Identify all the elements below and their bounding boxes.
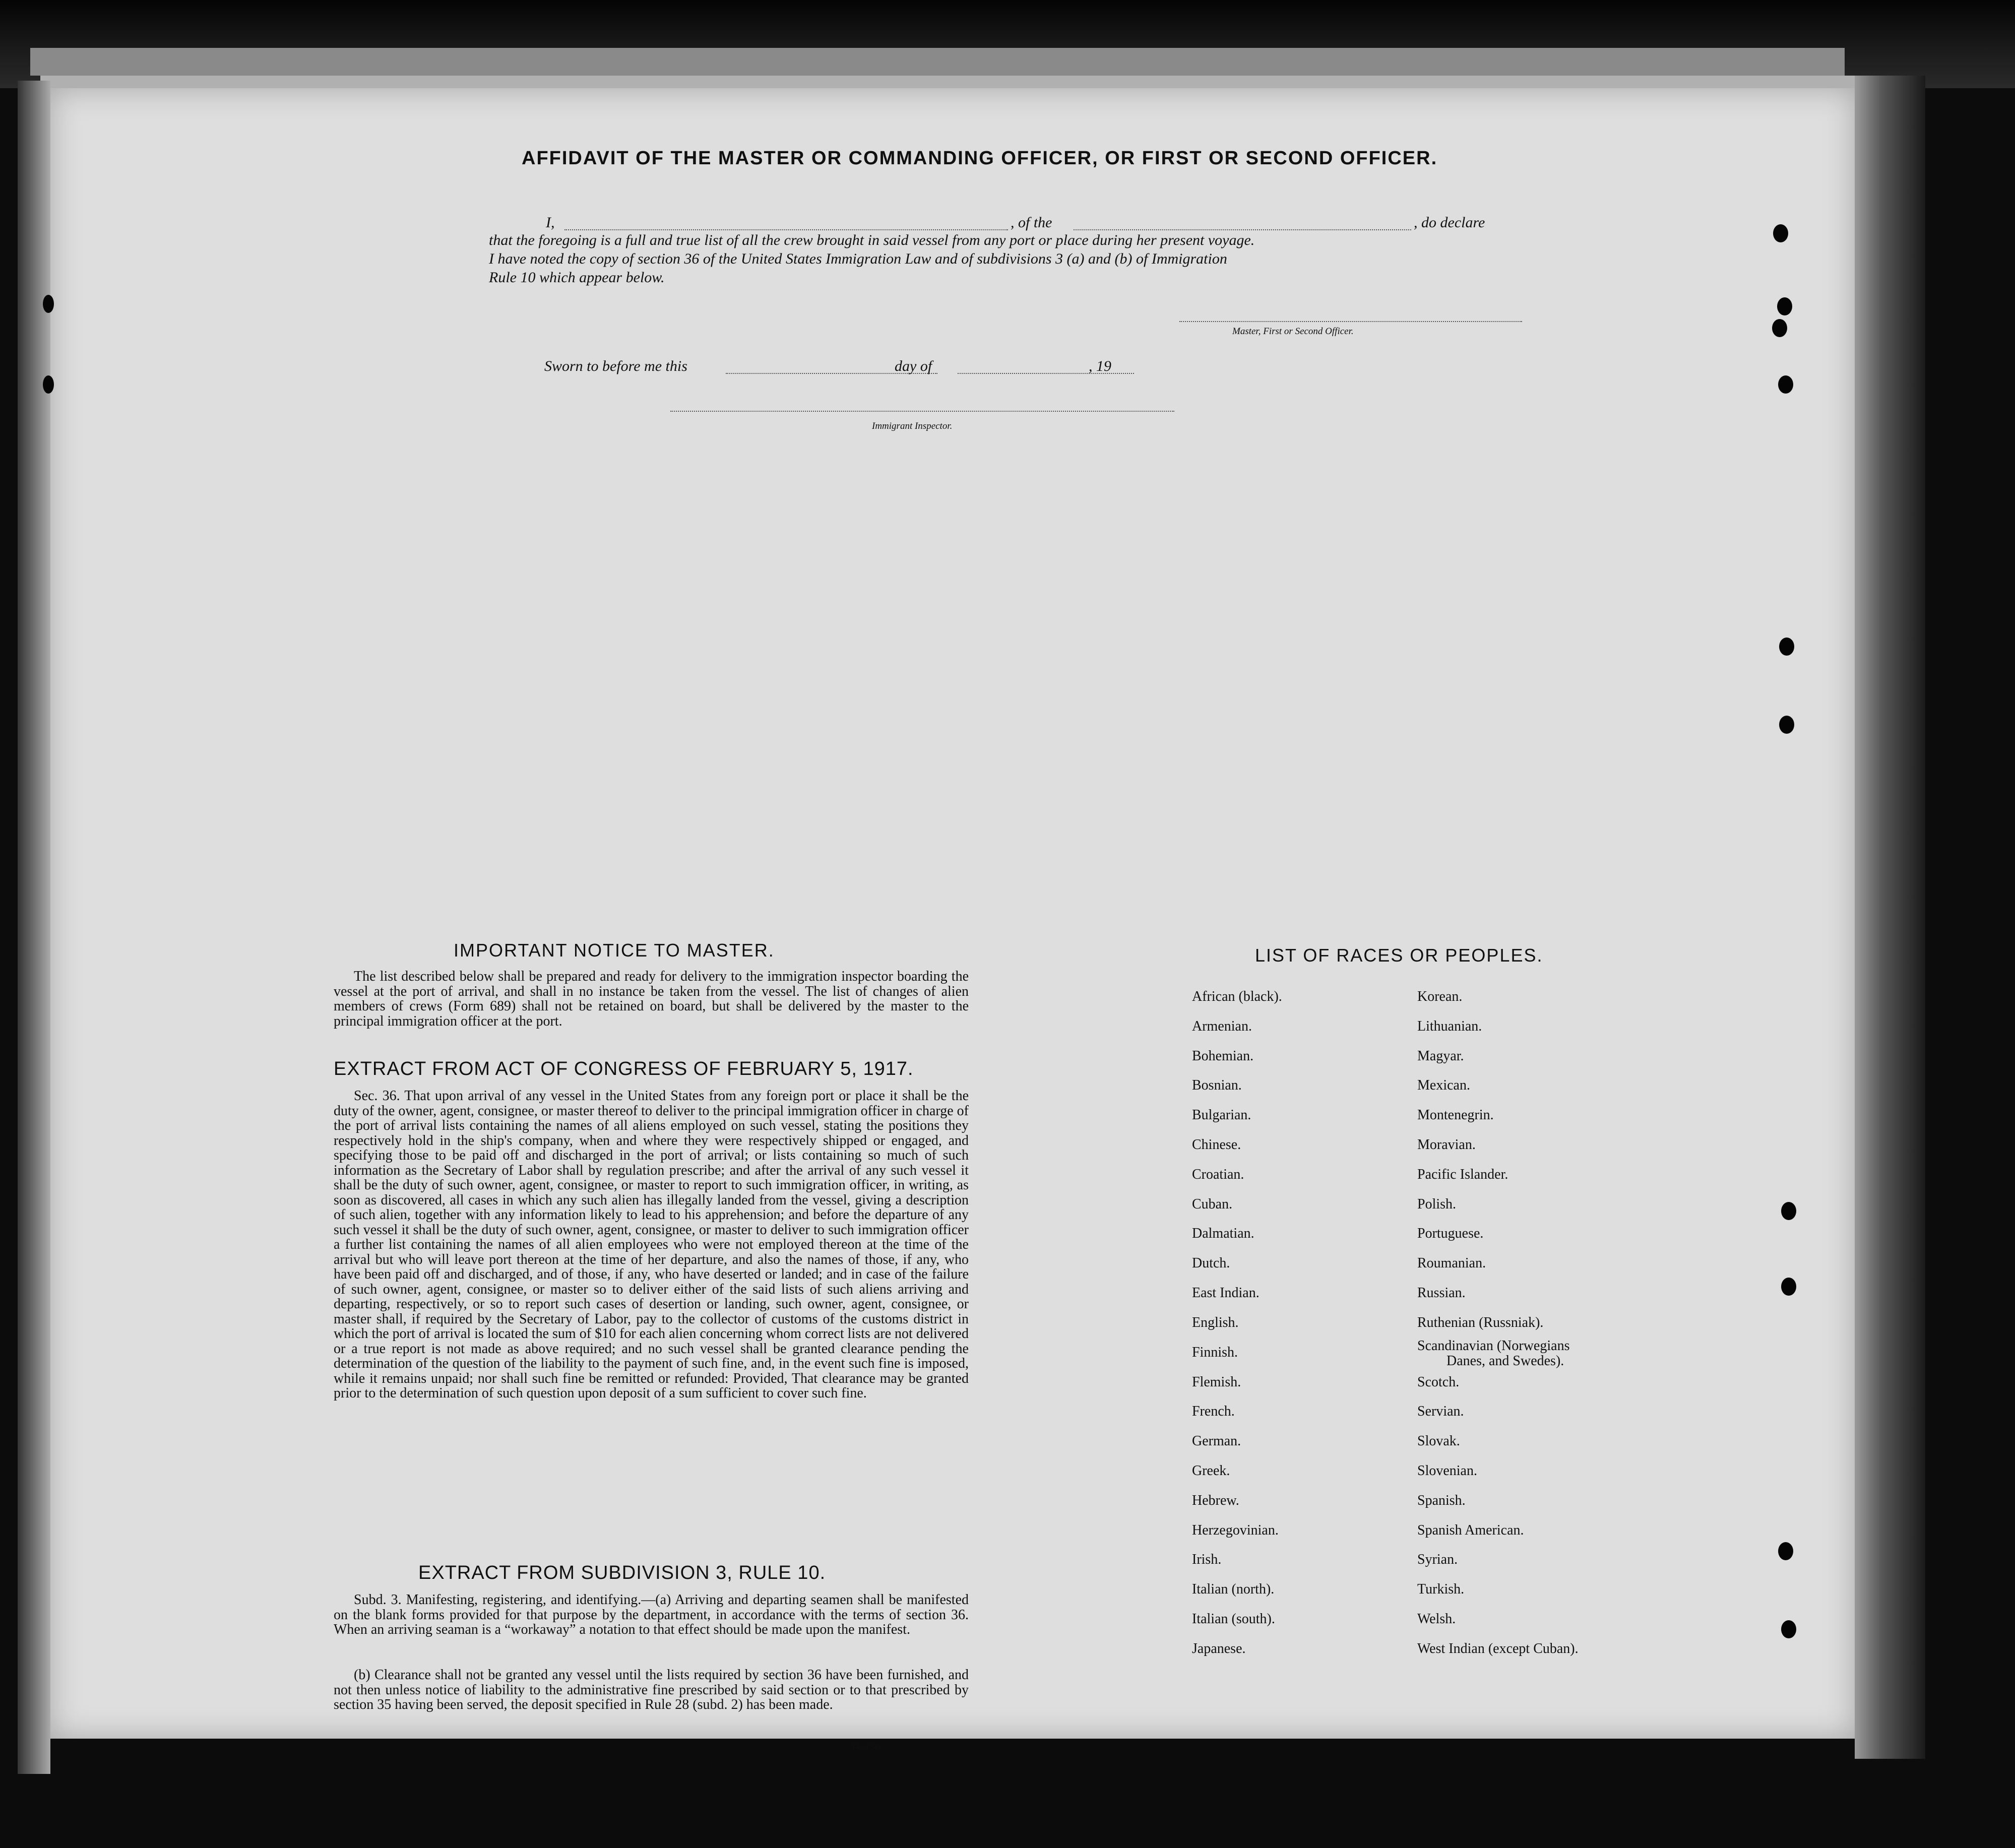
race-item: Chinese. <box>1192 1137 1241 1153</box>
notice-heading: IMPORTANT NOTICE TO MASTER. <box>454 940 775 961</box>
underlying-page-edge <box>30 48 1845 76</box>
extract-rule-text-a: Subd. 3. Manifesting, registering, and identifying.—(a) Arriving and departing seamen shall be manifested on the blank forms provided for that purpose by the department, in accordance with the terms of section 36. When an arriving seaman is a “workaway” a notation to that effect should be made upon the manifest. <box>334 1592 969 1637</box>
race-item: Korean. <box>1417 989 1463 1004</box>
right-page-edge <box>1855 76 1925 1759</box>
punch-hole <box>1781 1202 1796 1220</box>
race-item: Cuban. <box>1192 1196 1233 1212</box>
manifest-page <box>50 88 1855 1751</box>
race-item: Mexican. <box>1417 1077 1470 1093</box>
race-item: English. <box>1192 1315 1239 1330</box>
race-item: Montenegrin. <box>1417 1107 1494 1123</box>
race-item: French. <box>1192 1404 1235 1419</box>
race-item: East Indian. <box>1192 1285 1260 1301</box>
race-item: Pacific Islander. <box>1417 1167 1508 1182</box>
affidavit-line-3: I have noted the copy of section 36 of the United States Immigration Law and of subdivisions 3 (a) and (b) of Immigration <box>489 250 1227 267</box>
punch-hole <box>43 295 54 313</box>
extract-act-heading: EXTRACT FROM ACT OF CONGRESS OF FEBRUARY 5, 1917. <box>334 1058 914 1079</box>
race-item: Greek. <box>1192 1463 1230 1479</box>
race-item: Bohemian. <box>1192 1048 1254 1064</box>
race-item: Bulgarian. <box>1192 1107 1251 1123</box>
punch-hole <box>1778 1542 1793 1560</box>
notice-text: The list described below shall be prepared and ready for delivery to the immigration inspector boarding the vessel at the port of arrival, and shall in no instance be taken from the vessel. The list of changes of alien members of crews (Form 689) shall not be retained on board, but shall be delivered by the master to the principal immigration officer at the port. <box>334 969 969 1029</box>
race-item: Irish. <box>1192 1552 1222 1567</box>
form-number: 14—1240 <box>852 1744 880 1751</box>
race-item: Spanish American. <box>1417 1522 1524 1538</box>
punch-hole <box>1781 1620 1796 1638</box>
affidavit-do-declare: , do declare <box>1414 214 1485 231</box>
race-item: German. <box>1192 1433 1241 1449</box>
race-item: Slovenian. <box>1417 1463 1477 1479</box>
race-item: Slovak. <box>1417 1433 1460 1449</box>
affidavit-heading: AFFIDAVIT OF THE MASTER OR COMMANDING OFFICER, OR FIRST OR SECOND OFFICER. <box>522 148 1438 169</box>
affidavit-of-the: , of the <box>1011 214 1052 231</box>
extract-rule-heading: EXTRACT FROM SUBDIVISION 3, RULE 10. <box>418 1562 826 1583</box>
master-signature-line <box>1179 321 1522 322</box>
affidavit-line-4: Rule 10 which appear below. <box>489 269 665 286</box>
race-item: Herzegovinian. <box>1192 1522 1279 1538</box>
inspector-label: Immigrant Inspector. <box>872 421 953 431</box>
race-item: African (black). <box>1192 989 1282 1004</box>
race-item: Spanish. <box>1417 1493 1466 1508</box>
master-label: Master, First or Second Officer. <box>1232 326 1354 337</box>
punch-hole <box>1781 1278 1796 1296</box>
punch-hole <box>1777 297 1792 315</box>
race-item: Magyar. <box>1417 1048 1464 1064</box>
race-item: Dalmatian. <box>1192 1226 1254 1241</box>
race-item: Lithuanian. <box>1417 1018 1482 1034</box>
race-item: Bosnian. <box>1192 1077 1242 1093</box>
punch-hole <box>1773 224 1788 242</box>
race-item: Finnish. <box>1192 1345 1238 1360</box>
sworn-label: Sworn to before me this <box>544 358 687 374</box>
race-item: Welsh. <box>1417 1611 1456 1627</box>
year-prefix: , 19 <box>1089 358 1111 374</box>
race-item: Italian (south). <box>1192 1611 1275 1627</box>
race-item: Japanese. <box>1192 1641 1246 1656</box>
left-page-edge <box>18 81 50 1774</box>
race-item: Hebrew. <box>1192 1493 1239 1508</box>
race-item: Scandinavian (Norwegians <box>1417 1338 1570 1354</box>
race-item: Servian. <box>1417 1404 1464 1419</box>
race-item: Dutch. <box>1192 1255 1230 1271</box>
race-item: Flemish. <box>1192 1374 1241 1390</box>
race-item: Turkish. <box>1417 1581 1465 1597</box>
affidavit-i-label: I, <box>546 214 555 231</box>
races-heading: LIST OF RACES OR PEOPLES. <box>1255 945 1543 966</box>
punch-hole <box>43 375 54 394</box>
race-item: West Indian (except Cuban). <box>1417 1641 1579 1656</box>
race-item: Croatian. <box>1192 1167 1244 1182</box>
vessel-blank <box>1074 229 1411 230</box>
race-item: Moravian. <box>1417 1137 1476 1153</box>
affidavit-line-2: that the foregoing is a full and true list of all the crew brought in said vessel from any port or place during her present voyage. <box>489 232 1255 248</box>
race-item: Scotch. <box>1417 1374 1460 1390</box>
punch-hole <box>1779 638 1794 656</box>
punch-hole <box>1772 319 1787 337</box>
race-item: Ruthenian (Russniak). <box>1417 1315 1544 1330</box>
race-item: Armenian. <box>1192 1018 1252 1034</box>
race-item: Italian (north). <box>1192 1581 1275 1597</box>
race-item: Syrian. <box>1417 1552 1458 1567</box>
inspector-signature-line <box>670 411 1174 412</box>
punch-hole <box>1778 375 1793 394</box>
extract-act-text: Sec. 36. That upon arrival of any vessel in the United States from any foreign port or place it shall be the duty of the owner, agent, consignee, or master thereof to deliver to the principal immigration officer in charge of the port of arrival lists containing the names of all aliens employed on such vessel, stating the positions they respectively hold in the ship's company, when and where they were respectively shipped or engaged, and specifying those to be paid off and discharged in the port of arrival; or lists containing so much of such information as the Secretary of Labor shall by regulation prescribe; and after the arrival of any such vessel it shall be the duty of such owner, agent, consignee, or master to report to such immigration officer, in writing, as soon as discovered, all cases in which any such alien has illegally landed from the vessel, giving a description of such alien, together with any information likely to lead to his apprehension; and before the departure of any such vessel it shall be the duty of such owner, agent, consignee, or master to deliver to such immigration officer a further list containing the names of all alien employees who were not employed thereon at the time of the arrival but who will leave port thereon at the time of her departure, and also the names of those, if any, who have been paid off and discharged, and of those, if any, who have deserted or landed; and in case of the failure of such owner, agent, consignee, or master so to deliver either of the said lists of such aliens arriving and departing, respectively, or so to report such cases of desertion or landing, such owner, agent, consignee, or master shall, if required by the Secretary of Labor, pay to the collector of customs of the customs district in which the port of arrival is located the sum of $10 for each alien concerning whom correct lists are not delivered or a true report is not made as above required; and no such vessel shall be granted clearance pending the determination of the question of the liability to the payment of such fine, and, in the event such fine is imposed, while it remains unpaid; nor shall such fine be remitted or refunded: Provided, That clearance may be granted prior to the determination of such question upon deposit of a sum sufficient to cover such fine. <box>334 1088 969 1401</box>
day-of-label: day of <box>895 358 932 374</box>
name-blank <box>564 229 1008 230</box>
race-item: Russian. <box>1417 1285 1466 1301</box>
punch-hole <box>1779 716 1794 734</box>
race-item: Roumanian. <box>1417 1255 1486 1271</box>
race-item: Portuguese. <box>1417 1226 1484 1241</box>
underlying-page-edge-2 <box>40 76 1865 90</box>
extract-rule-text-b: (b) Clearance shall not be granted any vessel until the lists required by section 36 have been furnished, and not then unless notice of liability to the administrative fine prescribed by said section or to that prescribed by section 35 having been served, the deposit specified in Rule 28 (subd. 2) has been made. <box>334 1667 969 1712</box>
race-item: Polish. <box>1417 1196 1457 1212</box>
race-item: Danes, and Swedes). <box>1446 1353 1564 1369</box>
